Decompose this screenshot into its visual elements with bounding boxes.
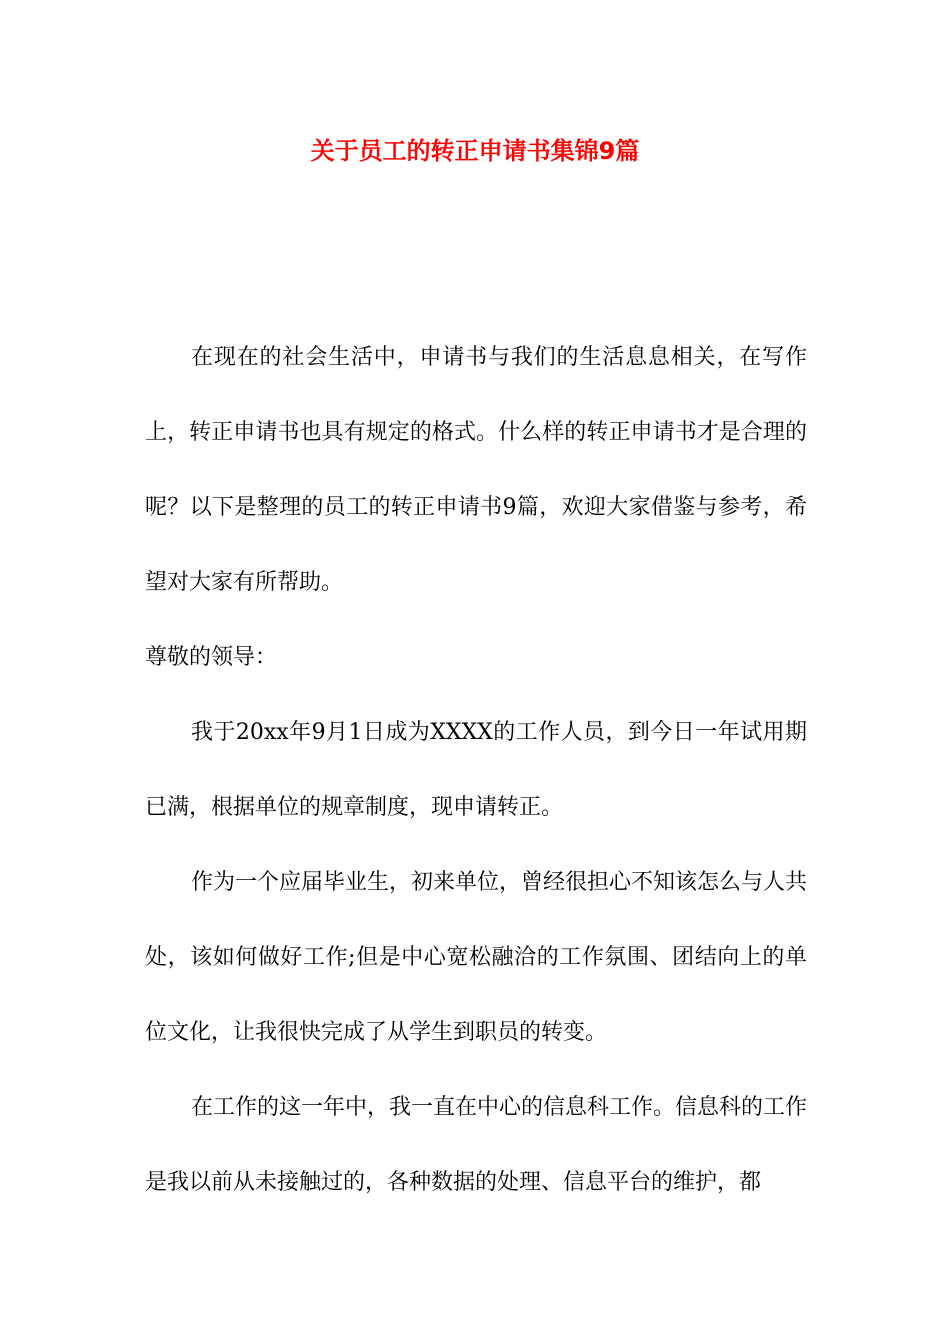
document-title: 关于员工的转正申请书集锦9篇 bbox=[310, 137, 640, 165]
paragraph-work-experience: 在工作的这一年中，我一直在中心的信息科工作。信息科的工作是我以前从未接触过的，各种数据的处理、信息平台的维护，都 bbox=[145, 1095, 808, 1195]
paragraph-application: 我于20xx年9月1日成为XXXX的工作人员，到今日一年试用期已满，根据单位的规章制度，现申请转正。 bbox=[145, 720, 807, 820]
paragraph-intro: 在现在的社会生活中，申请书与我们的生活息息相关，在写作上，转正申请书也具有规定的格式。什么样的转正申请书才是合理的呢？以下是整理的员工的转正申请书9篇，欢迎大家借鉴与参考，希望对大家有所帮助。 bbox=[145, 345, 807, 595]
document-body bbox=[145, 320, 807, 1220]
paragraph-salutation: 尊敬的领导： bbox=[145, 645, 278, 670]
paragraph-adaptation: 作为一个应届毕业生，初来单位，曾经很担心不知该怎么与人共处，该如何做好工作;但是中心宽松融洽的工作氛围、团结向上的单位文化，让我很快完成了从学生到职员的转变。 bbox=[145, 870, 808, 1045]
